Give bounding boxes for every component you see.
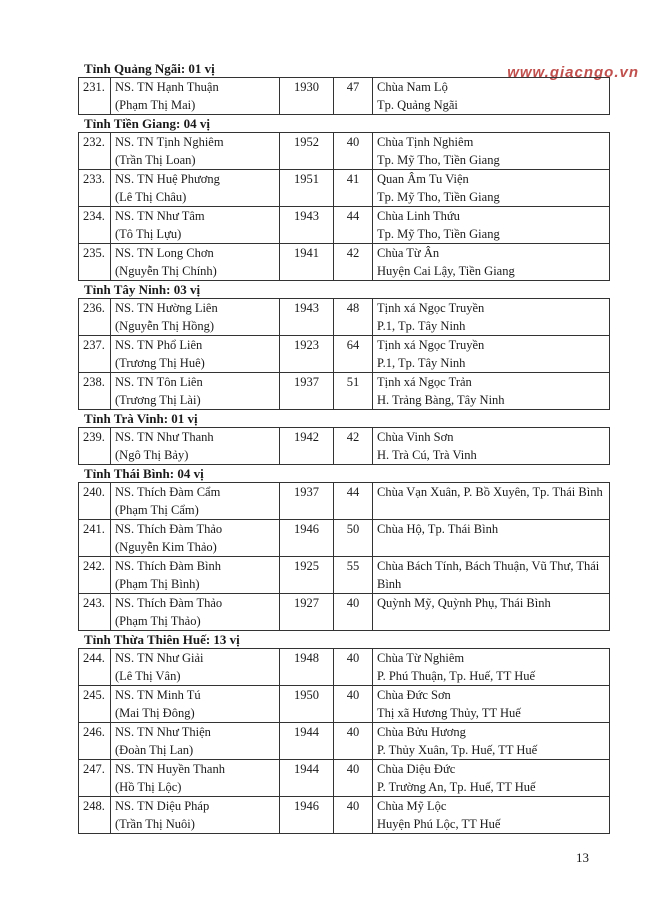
temple-location-line: H. Trà Cú, Trà Vinh (377, 448, 477, 462)
temple-location (373, 428, 610, 465)
nun-name-line: (Ngô Thị Bảy) (115, 448, 189, 462)
row-number-line: 237. (83, 338, 105, 352)
row-number-line: 238. (83, 375, 105, 389)
row-number (79, 428, 111, 465)
nun-name-line: (Tô Thị Lựu) (115, 227, 182, 241)
nun-name-line: (Lê Thị Châu) (115, 190, 187, 204)
age-value-line: 41 (346, 172, 360, 186)
age-value-line: 40 (346, 596, 360, 610)
nun-name-line: NS. Thích Đàm Thảo (115, 522, 223, 536)
nun-name-line: NS. TN Như Thiện (115, 725, 211, 739)
birth-year-line: 1937 (294, 485, 319, 499)
table-row (79, 244, 610, 281)
nun-name-line: NS. Thích Đàm Bình (115, 559, 222, 573)
nun-name-line: NS. TN Như Thanh (115, 430, 214, 444)
birth-year-line: 1927 (294, 596, 319, 610)
table-row (79, 373, 610, 410)
temple-location-line: Chùa Tịnh Nghiêm (377, 135, 474, 149)
temple-location (373, 133, 610, 170)
province-heading: Tỉnh Tây Ninh: 03 vị (84, 282, 201, 297)
row-number (79, 797, 111, 834)
table-row (79, 520, 610, 557)
age-value-line: 55 (346, 559, 360, 573)
table-row (79, 207, 610, 244)
nun-name-line: NS. Thích Đàm Thảo (115, 596, 223, 610)
table-row (79, 649, 610, 686)
temple-location-line: Tp. Mỹ Tho, Tiền Giang (377, 190, 500, 204)
nun-name-line: NS. TN Tịnh Nghiêm (115, 135, 224, 149)
nun-name-line: NS. TN Huyền Thanh (115, 762, 225, 776)
birth-year (280, 428, 334, 465)
document-page (78, 60, 610, 834)
temple-location-line: Chùa Bách Tính, Bách Thuận, Vũ Thư, Thái (377, 559, 600, 573)
birth-year-line: 1944 (294, 762, 319, 776)
row-number (79, 78, 111, 115)
page-number: 13 (576, 850, 589, 865)
birth-year-line: 1950 (294, 688, 319, 702)
age-value (334, 483, 373, 520)
nun-table (78, 427, 610, 465)
birth-year (280, 686, 334, 723)
age-value-line: 40 (346, 725, 360, 739)
nun-name-line: NS. TN Như Giải (115, 651, 204, 665)
table-row (79, 336, 610, 373)
nun-name-line: (Trần Thị Loan) (115, 153, 196, 167)
birth-year (280, 373, 334, 410)
nun-name (111, 686, 280, 723)
nun-name-line: NS. TN Minh Tú (115, 688, 201, 702)
province-heading: Tỉnh Thái Bình: 04 vị (84, 466, 204, 481)
temple-location-line: Chùa Vạn Xuân, P. Bồ Xuyên, Tp. Thái Bình (377, 485, 603, 499)
row-number-line: 242. (83, 559, 105, 573)
nun-name-line: NS. TN Long Chơn (115, 246, 214, 260)
table-row (79, 686, 610, 723)
temple-location (373, 207, 610, 244)
table-row (79, 133, 610, 170)
age-value (334, 336, 373, 373)
age-value (334, 797, 373, 834)
nun-name (111, 170, 280, 207)
temple-location-line: P.1, Tp. Tây Ninh (377, 356, 466, 370)
row-number (79, 520, 111, 557)
birth-year-line: 1952 (294, 135, 319, 149)
birth-year-line: 1923 (294, 338, 319, 352)
temple-location (373, 299, 610, 336)
row-number-line: 236. (83, 301, 105, 315)
temple-location (373, 594, 610, 631)
temple-location-line: Chùa Mỹ Lộc (377, 799, 447, 813)
birth-year (280, 723, 334, 760)
birth-year (280, 760, 334, 797)
birth-year-line: 1948 (294, 651, 319, 665)
nun-table (78, 298, 610, 410)
birth-year (280, 336, 334, 373)
row-number-line: 240. (83, 485, 105, 499)
temple-location-line: Tp. Mỹ Tho, Tiền Giang (377, 153, 500, 167)
nun-name-line: (Nguyễn Thị Hồng) (115, 319, 215, 333)
nun-name-line: (Trần Thị Nuôi) (115, 817, 195, 831)
nun-name (111, 557, 280, 594)
row-number (79, 373, 111, 410)
birth-year-line: 1944 (294, 725, 319, 739)
temple-location (373, 244, 610, 281)
age-value (334, 373, 373, 410)
nun-name (111, 428, 280, 465)
nun-table (78, 648, 610, 834)
birth-year-line: 1943 (294, 301, 319, 315)
age-value-line: 40 (346, 762, 360, 776)
temple-location (373, 797, 610, 834)
nun-name (111, 797, 280, 834)
temple-location (373, 557, 610, 594)
age-value-line: 50 (346, 522, 360, 536)
nun-name-line: NS. TN Hạnh Thuận (115, 80, 219, 94)
temple-location-line: Tịnh xá Ngọc Truyền (377, 301, 485, 315)
nun-name-line: (Lê Thị Vân) (115, 669, 181, 683)
temple-location-line: Chùa Từ Ân (377, 246, 440, 260)
age-value-line: 42 (346, 430, 360, 444)
temple-location-line: Chùa Vinh Sơn (377, 430, 454, 444)
temple-location-line: Chùa Đức Sơn (377, 688, 451, 702)
birth-year-line: 1941 (294, 246, 319, 260)
temple-location (373, 649, 610, 686)
age-value (334, 428, 373, 465)
temple-location-line: Chùa Linh Thứu (377, 209, 460, 223)
row-number (79, 244, 111, 281)
nun-name-line: (Hồ Thị Lộc) (115, 780, 182, 794)
table-row (79, 557, 610, 594)
temple-location-line (377, 612, 605, 630)
table-row (79, 78, 610, 115)
nun-name (111, 760, 280, 797)
nun-name-line: NS. TN Hường Liên (115, 301, 218, 315)
temple-location-line: Thị xã Hương Thủy, TT Huế (377, 706, 521, 720)
age-value (334, 520, 373, 557)
temple-location-line: P. Trường An, Tp. Huế, TT Huế (377, 780, 536, 794)
nun-name-line: (Phạm Thị Cẩm) (115, 503, 199, 517)
temple-location (373, 78, 610, 115)
age-value-line: 47 (346, 80, 360, 94)
birth-year (280, 557, 334, 594)
row-number (79, 557, 111, 594)
nun-table (78, 482, 610, 631)
nun-name (111, 723, 280, 760)
row-number-line: 241. (83, 522, 105, 536)
age-value (334, 649, 373, 686)
nun-name-line: (Phạm Thị Bình) (115, 577, 200, 591)
nun-name-line: NS. TN Diệu Pháp (115, 799, 210, 813)
temple-location-line: Chùa Từ Nghiêm (377, 651, 465, 665)
age-value-line: 42 (346, 246, 360, 260)
birth-year-line: 1925 (294, 559, 319, 573)
temple-location-line: H. Trảng Bàng, Tây Ninh (377, 393, 505, 407)
temple-location (373, 686, 610, 723)
row-number-line: 246. (83, 725, 105, 739)
temple-location (373, 170, 610, 207)
table-row (79, 760, 610, 797)
province-heading: Tỉnh Trà Vinh: 01 vị (84, 411, 198, 426)
nun-name (111, 649, 280, 686)
row-number (79, 207, 111, 244)
province-heading: Tỉnh Thừa Thiên Huế: 13 vị (84, 632, 240, 647)
row-number (79, 133, 111, 170)
age-value (334, 557, 373, 594)
age-value-line: 64 (346, 338, 360, 352)
age-value (334, 170, 373, 207)
age-value-line: 44 (346, 485, 360, 499)
age-value-line: 44 (346, 209, 360, 223)
birth-year (280, 133, 334, 170)
temple-location (373, 760, 610, 797)
temple-location-line: Chùa Diệu Đức (377, 762, 456, 776)
row-number-line: 243. (83, 596, 105, 610)
nun-name (111, 336, 280, 373)
age-value (334, 244, 373, 281)
age-value (334, 299, 373, 336)
age-value-line: 40 (346, 799, 360, 813)
temple-location-line: Huyện Cai Lậy, Tiền Giang (377, 264, 515, 278)
birth-year-line: 1943 (294, 209, 319, 223)
birth-year (280, 520, 334, 557)
nun-name-line: (Mai Thị Đông) (115, 706, 195, 720)
row-number (79, 299, 111, 336)
row-number (79, 594, 111, 631)
row-number (79, 483, 111, 520)
nun-name (111, 244, 280, 281)
birth-year-line: 1930 (294, 80, 319, 94)
row-number-line: 233. (83, 172, 105, 186)
birth-year (280, 170, 334, 207)
temple-location-line: Chùa Hộ, Tp. Thái Bình (377, 522, 499, 536)
birth-year-line: 1951 (294, 172, 319, 186)
age-value-line: 40 (346, 135, 360, 149)
temple-location (373, 373, 610, 410)
age-value (334, 760, 373, 797)
temple-location-line (377, 501, 605, 519)
temple-location-line: Tịnh xá Ngọc Trản (377, 375, 472, 389)
table-row (79, 483, 610, 520)
age-value (334, 207, 373, 244)
age-value (334, 133, 373, 170)
age-value-line: 51 (346, 375, 360, 389)
temple-location-line: Bình (377, 577, 402, 591)
birth-year-line: 1946 (294, 799, 319, 813)
row-number-line: 231. (83, 80, 105, 94)
row-number (79, 649, 111, 686)
nun-name-line: (Phạm Thị Thảo) (115, 614, 201, 628)
age-value-line: 40 (346, 688, 360, 702)
temple-location-line: P.1, Tp. Tây Ninh (377, 319, 466, 333)
table-row (79, 170, 610, 207)
province-heading: Tỉnh Quảng Ngãi: 01 vị (84, 61, 215, 76)
nun-name-line: NS. TN Phổ Liên (115, 338, 203, 352)
age-value (334, 686, 373, 723)
birth-year (280, 244, 334, 281)
row-number (79, 760, 111, 797)
table-row (79, 797, 610, 834)
birth-year (280, 594, 334, 631)
age-value-line: 40 (346, 651, 360, 665)
birth-year-line: 1946 (294, 522, 319, 536)
temple-location-line (377, 538, 605, 556)
nun-name-line: (Phạm Thị Mai) (115, 98, 196, 112)
temple-location-line: Chùa Bửu Hương (377, 725, 466, 739)
temple-location-line: Tp. Mỹ Tho, Tiền Giang (377, 227, 500, 241)
row-number (79, 723, 111, 760)
age-value (334, 78, 373, 115)
nun-name-line: NS. TN Tôn Liên (115, 375, 203, 389)
row-number-line: 239. (83, 430, 105, 444)
row-number (79, 170, 111, 207)
temple-location-line: Tp. Quảng Ngãi (377, 98, 458, 112)
nun-name-line: (Trương Thị Huê) (115, 356, 205, 370)
temple-location-line: Huyện Phú Lộc, TT Huế (377, 817, 501, 831)
birth-year-line: 1942 (294, 430, 319, 444)
temple-location-line: Quỳnh Mỹ, Quỳnh Phụ, Thái Bình (377, 596, 551, 610)
row-number-line: 247. (83, 762, 105, 776)
row-number (79, 336, 111, 373)
birth-year (280, 299, 334, 336)
nun-name (111, 299, 280, 336)
temple-location-line: P. Phú Thuận, Tp. Huế, TT Huế (377, 669, 536, 683)
row-number-line: 232. (83, 135, 105, 149)
row-number-line: 234. (83, 209, 105, 223)
row-number-line: 235. (83, 246, 105, 260)
temple-location (373, 483, 610, 520)
temple-location (373, 336, 610, 373)
row-number (79, 686, 111, 723)
nun-name (111, 133, 280, 170)
age-value-line: 48 (346, 301, 360, 315)
birth-year (280, 649, 334, 686)
age-value (334, 594, 373, 631)
nun-name (111, 78, 280, 115)
nun-name-line: (Nguyễn Kim Thảo) (115, 540, 217, 554)
nun-name-line: NS. TN Huệ Phương (115, 172, 220, 186)
row-number-line: 245. (83, 688, 105, 702)
birth-year (280, 797, 334, 834)
province-heading: Tỉnh Tiền Giang: 04 vị (84, 116, 210, 131)
birth-year-line: 1937 (294, 375, 319, 389)
temple-location-line: P. Thủy Xuân, Tp. Huế, TT Huế (377, 743, 538, 757)
table-row (79, 299, 610, 336)
table-row (79, 594, 610, 631)
nun-name-line: (Trương Thị Lài) (115, 393, 201, 407)
nun-table (78, 132, 610, 281)
nun-table (78, 77, 610, 115)
nun-name (111, 207, 280, 244)
row-number-line: 248. (83, 799, 105, 813)
temple-location-line: Quan Âm Tu Viện (377, 172, 469, 186)
watermark: www.giacngo.vn (507, 64, 639, 81)
nun-name-line: NS. TN Như Tâm (115, 209, 205, 223)
nun-name (111, 594, 280, 631)
temple-location-line: Chùa Nam Lộ (377, 80, 448, 94)
nun-name-line: NS. Thích Đàm Cẩm (115, 485, 221, 499)
temple-location-line: Tịnh xá Ngọc Truyền (377, 338, 485, 352)
nun-name-line: (Đoàn Thị Lan) (115, 743, 194, 757)
nun-name (111, 373, 280, 410)
birth-year (280, 207, 334, 244)
table-row (79, 723, 610, 760)
nun-name-line: (Nguyễn Thị Chính) (115, 264, 217, 278)
birth-year (280, 78, 334, 115)
temple-location (373, 520, 610, 557)
temple-location (373, 723, 610, 760)
birth-year (280, 483, 334, 520)
row-number-line: 244. (83, 651, 105, 665)
nun-name (111, 483, 280, 520)
nun-name (111, 520, 280, 557)
table-row (79, 428, 610, 465)
age-value (334, 723, 373, 760)
